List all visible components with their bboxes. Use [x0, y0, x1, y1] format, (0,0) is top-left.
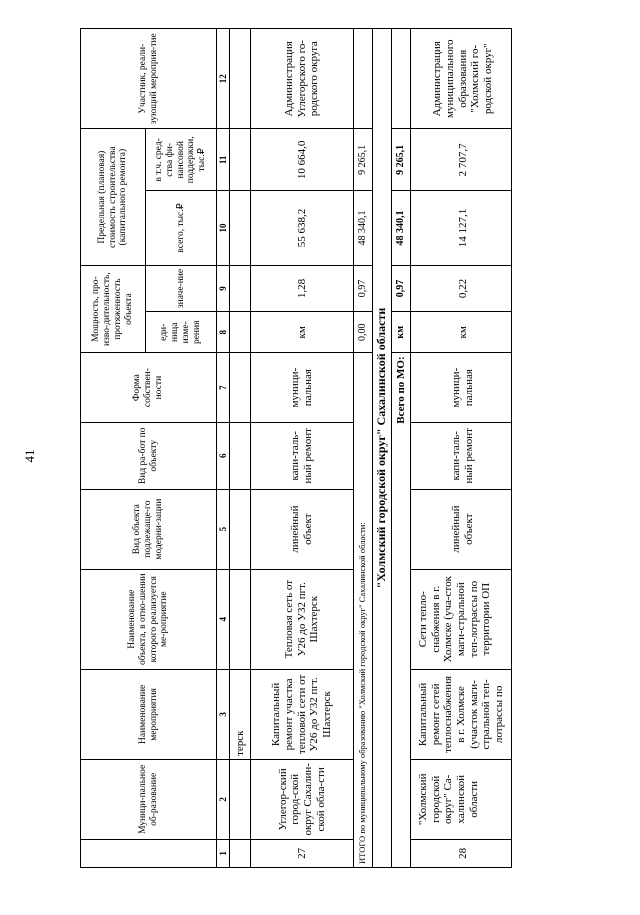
colnum-10: 10	[217, 191, 230, 266]
header-unit: еди-ница изме-рения	[146, 312, 217, 353]
header-total: всего, тыс.₽	[146, 191, 217, 266]
header-row-1	[81, 29, 146, 868]
colnum-11: 11	[217, 129, 230, 191]
row27-work-type: капи-таль-ный ремонт	[251, 422, 354, 489]
page-number: 41	[22, 449, 37, 463]
row28-num: 28	[411, 839, 512, 867]
header-num	[81, 839, 217, 867]
colnum-2: 2	[217, 759, 230, 839]
row28-municipality: "Холмский городской округ" Са-халинской области	[411, 759, 512, 839]
colnum-6: 6	[217, 422, 230, 489]
row28-work-type: капи-таль-ный ремонт	[411, 422, 512, 489]
continuation-text: терск	[230, 669, 251, 759]
section-title: "Холмский городской округ" Сахалинской области	[373, 29, 392, 868]
row28-ownership: муници-пальная	[411, 353, 512, 422]
row28-unit: км	[411, 312, 512, 353]
vsego-value: 0,97	[392, 265, 411, 311]
row27-num: 27	[251, 839, 354, 867]
continuation-row	[230, 29, 251, 868]
row27-municipality: Углегор-ский город-ской округ Сахалин-ской обла-сти	[251, 759, 354, 839]
rotated-table-sheet	[80, 28, 615, 868]
program-table	[80, 28, 512, 868]
section-title-row	[373, 29, 392, 868]
row28-object-type: линейный объект	[411, 489, 512, 569]
row27-participant: Администрация Углегорского го-родского округа	[251, 29, 354, 129]
row28-object: Сети тепло-снабжения в г. Холмске (уча-сток маги-стральной теп-лотрассы по территории ОП	[411, 569, 512, 669]
colnum-4: 4	[217, 569, 230, 669]
header-value: значе-ние	[146, 265, 217, 311]
row27-total: 55 638,2	[251, 191, 354, 266]
table-row-27	[251, 29, 354, 868]
row27-object: Тепловая сеть от У26 до У32 пгт. Шахтерск	[251, 569, 354, 669]
row27-unit: км	[251, 312, 354, 353]
itogo-support: 9 265,1	[354, 129, 373, 191]
itogo-label: ИТОГО по муниципальному образованию "Холмский городской округ" Сахалинской области:	[354, 353, 373, 868]
row27-object-type: линейный объект	[251, 489, 354, 569]
colnum-8: 8	[217, 312, 230, 353]
header-municipality: Муници-пальное об-разование	[81, 759, 217, 839]
column-numbers-row	[217, 29, 230, 868]
vsego-unit: км	[392, 312, 411, 353]
vsego-row	[392, 29, 411, 868]
header-object-name: Наименование объекта, в отно-шении которого реализуется ме-роприятие	[81, 569, 217, 669]
header-support: в т.ч. сред-ства фи-нансовой поддержки, тыс.₽	[146, 129, 217, 191]
itogo-value: 0,97	[354, 265, 373, 311]
row27-ownership: муници-пальная	[251, 353, 354, 422]
header-participant: Участник, реали-зующий мероприя-тие	[81, 29, 217, 129]
itogo-zero: 0,00	[354, 312, 373, 353]
row27-event: Капитальный ремонт участка тепловой сети от У26 до У32 пгт. Шахтерск	[251, 669, 354, 759]
row27-support: 10 664,0	[251, 129, 354, 191]
colnum-1: 1	[217, 839, 230, 867]
header-event-name: Наименование мероприятия	[81, 669, 217, 759]
vsego-support: 9 265,1	[392, 129, 411, 191]
vsego-total: 48 340,1	[392, 191, 411, 266]
itogo-total: 48 340,1	[354, 191, 373, 266]
header-cost: Предельная (плановая) стоимость строительства (капитального ремонта)	[81, 129, 146, 265]
header-object-type: Вид объекта подлежаще-го модерни-зации	[81, 489, 217, 569]
colnum-3: 3	[217, 669, 230, 759]
row28-event: Капитальный ремонт сетей теплоснабжения в г. Холмске (участок маги-стральной теп-лотрассы по	[411, 669, 512, 759]
header-work-type: Вид ра-бот по объекту	[81, 422, 217, 489]
row28-support: 2 707,7	[411, 129, 512, 191]
vsego-label: Всего по МО:	[392, 353, 411, 868]
header-ownership: Форма собствен-ности	[81, 353, 217, 422]
row28-value: 0,22	[411, 265, 512, 311]
colnum-5: 5	[217, 489, 230, 569]
colnum-7: 7	[217, 353, 230, 422]
itogo-row	[354, 29, 373, 868]
row28-participant: Администрация муниципального образования "Холмский го-родской округ"	[411, 29, 512, 129]
header-capacity: Мощность, про-изво-дительность, протяженность объекта	[81, 265, 146, 353]
row28-total: 14 127,1	[411, 191, 512, 266]
row27-value: 1,28	[251, 265, 354, 311]
colnum-12: 12	[217, 29, 230, 129]
table-row-28	[411, 29, 512, 868]
colnum-9: 9	[217, 265, 230, 311]
